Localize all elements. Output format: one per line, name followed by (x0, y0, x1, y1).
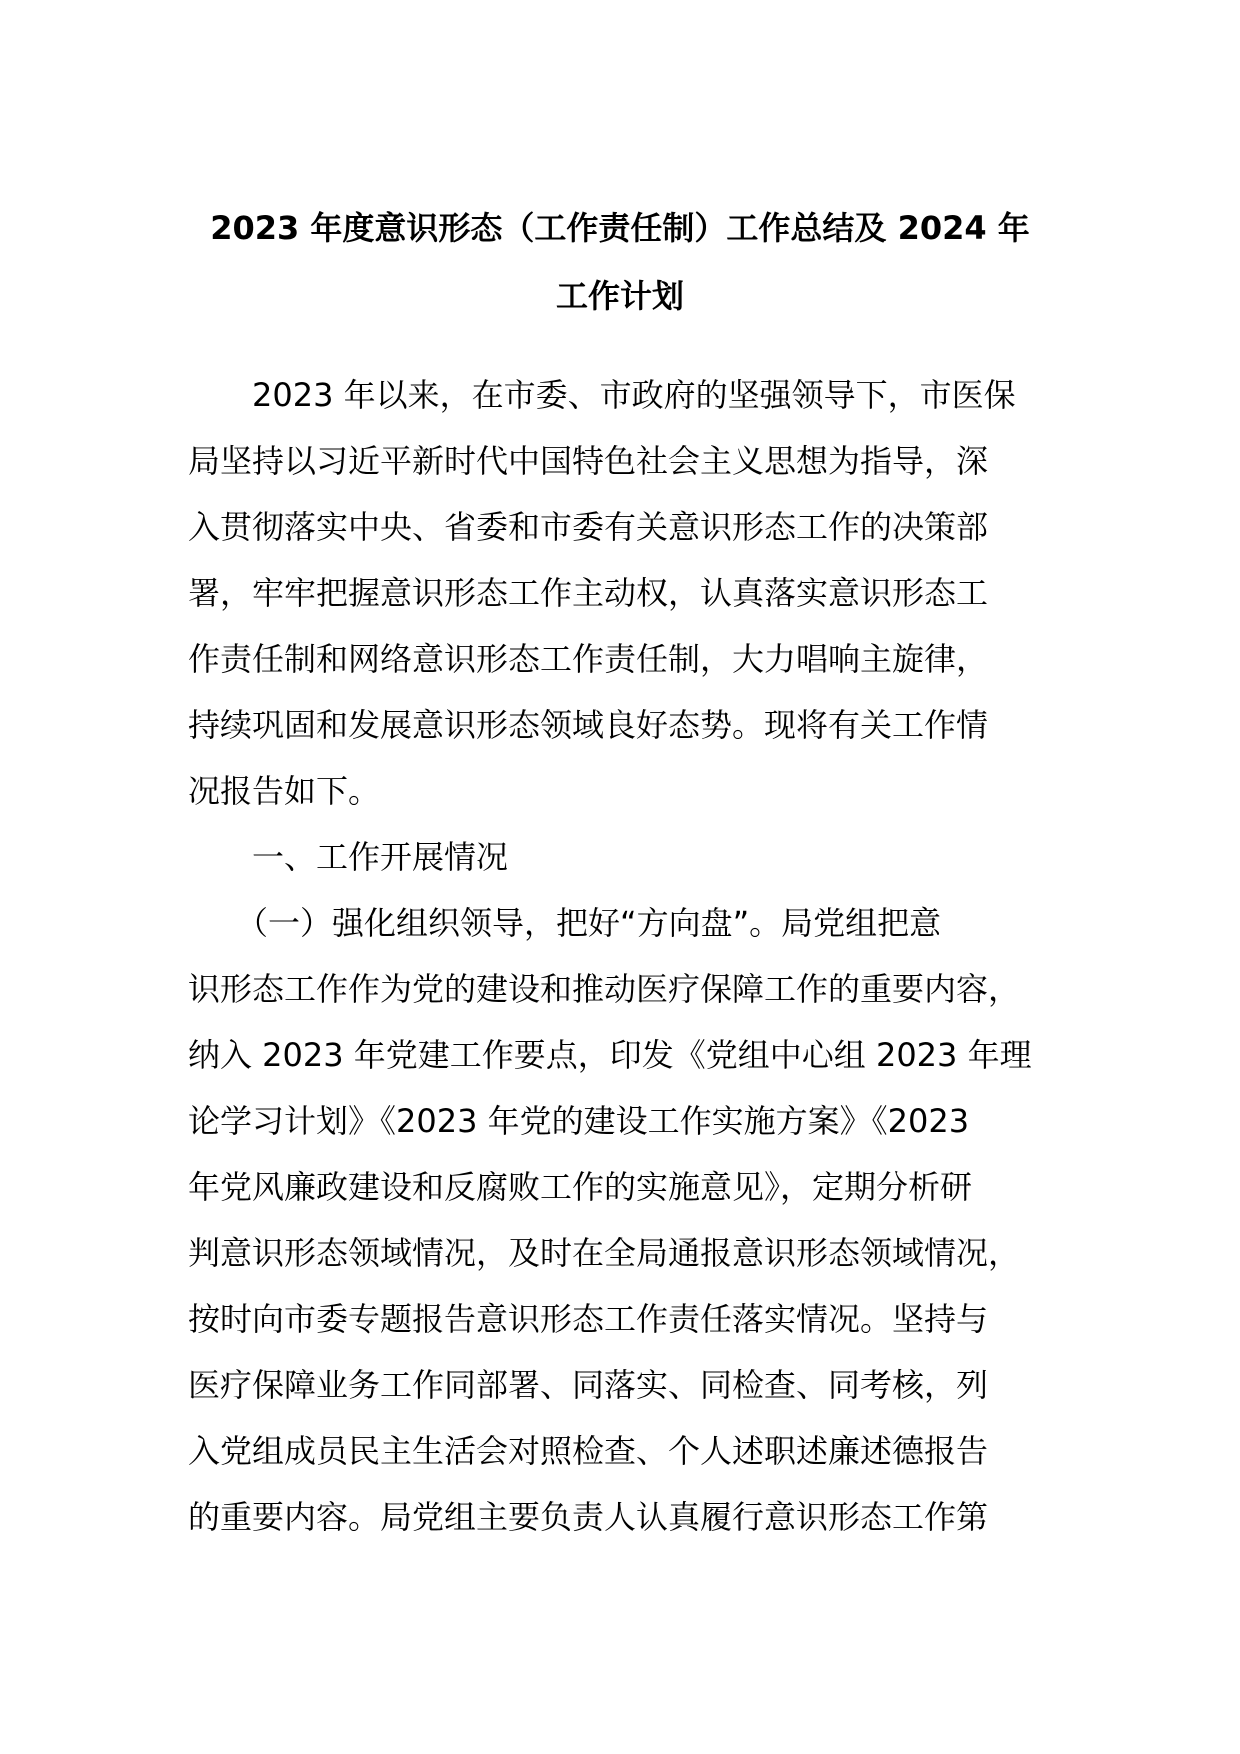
body-text-line: 年党风廉政建设和反腐败工作的实施意见》，定期分析研 (188, 1168, 973, 1206)
body-text-line: 局坚持以习近平新时代中国特色社会主义思想为指导，深 (188, 442, 989, 480)
body-text-line: （一）强化组织领导，把好“方向盘”。局党组把意 (188, 904, 942, 942)
body-text-line: 识形态工作作为党的建设和推动医疗保障工作的重要内容， (188, 970, 1021, 1008)
body-text-line: 入党组成员民主生活会对照检查、个人述职述廉述德报告 (188, 1432, 989, 1470)
body-text-line: 判意识形态领域情况，及时在全局通报意识形态领域情况， (188, 1234, 1021, 1272)
body-text-line: 医疗保障业务工作同部署、同落实、同检查、同考核，列 (188, 1366, 989, 1404)
body-text-line: 纳入 2023 年党建工作要点，印发《党组中心组 2023 年理 (188, 1036, 1032, 1074)
body-text-line: 按时向市委专题报告意识形态工作责任落实情况。坚持与 (188, 1300, 989, 1338)
document-title-line-1: 2023 年度意识形态（工作责任制）工作总结及 2024 年 (210, 209, 1030, 247)
body-text-line: 入贯彻落实中央、省委和市委有关意识形态工作的决策部 (188, 508, 989, 546)
body-text-line: 持续巩固和发展意识形态领域良好态势。现将有关工作情 (188, 706, 989, 744)
body-text-line: 署，牢牢把握意识形态工作主动权，认真落实意识形态工 (188, 574, 989, 612)
section-heading: 一、工作开展情况 (188, 838, 509, 876)
body-text-line: 的重要内容。局党组主要负责人认真履行意识形态工作第 (188, 1498, 989, 1536)
body-text-line: 2023 年以来，在市委、市政府的坚强领导下，市医保 (188, 376, 1016, 414)
body-text-line: 论学习计划》《2023 年党的建设工作实施方案》《2023 (188, 1102, 970, 1140)
body-text-line: 况报告如下。 (188, 772, 381, 810)
document-title-line-2: 工作计划 (555, 277, 684, 315)
body-text-line: 作责任制和网络意识形态工作责任制，大力唱响主旋律， (188, 640, 989, 678)
